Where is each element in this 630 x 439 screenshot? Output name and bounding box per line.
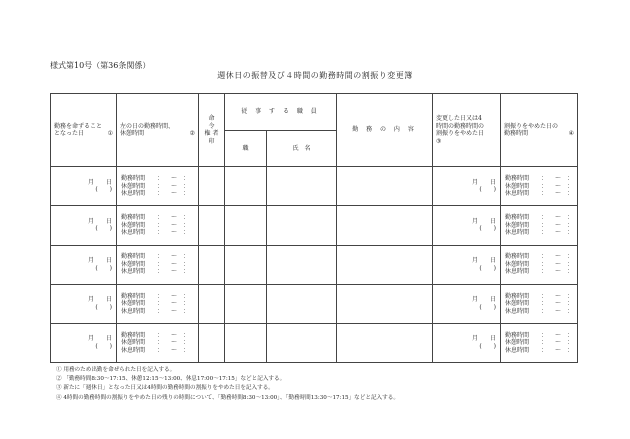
time-label: 休憩時間 xyxy=(505,182,530,190)
time-end-separator: ： xyxy=(182,175,189,183)
header-row-1 xyxy=(51,94,578,131)
employee-name-cell[interactable] xyxy=(267,245,337,284)
time-tilde: ～ xyxy=(555,253,562,261)
time-tilde: ～ xyxy=(555,260,562,268)
time-separator: ： xyxy=(541,307,548,315)
time-end-separator: ： xyxy=(182,339,189,347)
time-label: 勤務時間 xyxy=(121,175,146,183)
time-line xyxy=(505,293,577,301)
time-separator: ： xyxy=(541,346,548,354)
time-label: 休憩時間 xyxy=(505,300,530,308)
time-line xyxy=(121,300,198,308)
time-end-separator: ： xyxy=(182,182,189,190)
weekday-text: ( ) xyxy=(95,186,112,194)
time-end-separator: ： xyxy=(182,268,189,276)
time-separator: ： xyxy=(541,260,548,268)
time-line xyxy=(505,175,577,183)
time-separator: ： xyxy=(156,229,163,237)
time-label: 勤務時間 xyxy=(121,292,146,300)
stopped-hours-cell[interactable] xyxy=(501,323,578,362)
time-label: 休息時間 xyxy=(121,307,146,315)
time-line xyxy=(121,293,198,301)
time-line xyxy=(505,300,577,308)
time-tilde: ～ xyxy=(170,229,177,237)
time-label: 休憩時間 xyxy=(505,221,530,229)
duty-date-cell[interactable] xyxy=(51,206,117,245)
table-row xyxy=(51,323,578,362)
time-separator: ： xyxy=(156,221,163,229)
register-table xyxy=(50,93,578,363)
time-end-separator: ： xyxy=(567,182,574,190)
weekday-text: ( ) xyxy=(479,225,497,233)
month-day-text: 月 日 xyxy=(472,335,497,343)
time-label: 休息時間 xyxy=(505,346,530,354)
time-end-separator: ： xyxy=(567,331,574,339)
time-end-separator: ： xyxy=(567,292,574,300)
time-separator: ： xyxy=(541,339,548,347)
header-duty-content: 勤 務 の 内 容 xyxy=(337,94,433,167)
time-label: 休憩時間 xyxy=(121,221,146,229)
header-issuer: 命 令 権 者 印 xyxy=(199,94,225,167)
time-tilde: ～ xyxy=(170,175,177,183)
time-label: 休息時間 xyxy=(121,229,146,237)
time-label: 休息時間 xyxy=(505,229,530,237)
time-tilde: ～ xyxy=(555,300,562,308)
left-hours-cell[interactable] xyxy=(117,284,199,323)
time-label: 休憩時間 xyxy=(121,339,146,347)
table-row xyxy=(51,167,578,206)
weekday-text: ( ) xyxy=(479,342,497,350)
time-end-separator: ： xyxy=(567,339,574,347)
time-end-separator: ： xyxy=(567,260,574,268)
time-label: 勤務時間 xyxy=(121,214,146,222)
time-separator: ： xyxy=(541,229,548,237)
time-end-separator: ： xyxy=(182,331,189,339)
time-end-separator: ： xyxy=(182,229,189,237)
time-label: 休憩時間 xyxy=(121,300,146,308)
employee-name-cell[interactable] xyxy=(267,206,337,245)
time-tilde: ～ xyxy=(170,190,177,198)
issuer-seal-cell[interactable] xyxy=(199,284,225,323)
time-end-separator: ： xyxy=(567,307,574,315)
time-end-separator: ： xyxy=(567,229,574,237)
time-line xyxy=(505,183,577,191)
time-end-separator: ： xyxy=(182,253,189,261)
time-label: 勤務時間 xyxy=(121,331,146,339)
time-tilde: ～ xyxy=(170,307,177,315)
left-hours-cell[interactable] xyxy=(117,167,199,206)
time-separator: ： xyxy=(541,300,548,308)
duty-date-cell[interactable] xyxy=(51,323,117,362)
time-tilde: ～ xyxy=(555,190,562,198)
weekday-text: ( ) xyxy=(479,264,497,272)
time-label: 勤務時間 xyxy=(505,175,530,183)
stopped-hours-cell[interactable] xyxy=(501,167,578,206)
time-tilde: ～ xyxy=(170,300,177,308)
time-end-separator: ： xyxy=(182,307,189,315)
weekday-text: ( ) xyxy=(479,186,497,194)
time-line xyxy=(121,347,198,355)
time-separator: ： xyxy=(541,221,548,229)
time-separator: ： xyxy=(156,346,163,354)
table-body xyxy=(51,167,578,363)
header-changed-date: 変更した日又は4 時間の勤務時間の 割振りをやめた日 ③ xyxy=(433,94,501,167)
time-line xyxy=(505,253,577,261)
time-end-separator: ： xyxy=(182,190,189,198)
employee-position-cell[interactable] xyxy=(225,206,267,245)
stopped-hours-cell[interactable] xyxy=(501,245,578,284)
time-separator: ： xyxy=(156,214,163,222)
header-stopped-hours: 割振りをやめた日の 勤務時間 ④ xyxy=(501,94,578,167)
time-label: 休憩時間 xyxy=(121,182,146,190)
weekday-text: ( ) xyxy=(95,264,112,272)
issuer-seal-cell[interactable] xyxy=(199,206,225,245)
time-separator: ： xyxy=(541,182,548,190)
time-label: 休息時間 xyxy=(121,346,146,354)
document-title: 週休日の振替及び４時間の勤務時間の割振り変更簿 xyxy=(217,71,413,80)
month-day-text: 月 日 xyxy=(87,296,112,304)
time-line xyxy=(121,175,198,183)
time-tilde: ～ xyxy=(555,229,562,237)
time-tilde: ～ xyxy=(555,292,562,300)
time-label: 休憩時間 xyxy=(505,260,530,268)
header-left-hours: 左の日の勤務時間、 休憩時間 ② xyxy=(117,94,199,167)
issuer-seal-cell[interactable] xyxy=(199,245,225,284)
employee-position-cell[interactable] xyxy=(225,167,267,206)
time-separator: ： xyxy=(541,175,548,183)
time-label: 休息時間 xyxy=(505,307,530,315)
month-day-text: 月 日 xyxy=(87,217,112,225)
notes xyxy=(56,366,399,403)
duty-content-cell[interactable] xyxy=(337,245,433,284)
note-1: ① 用務のため出勤を命ぜられた日を記入する。 xyxy=(56,367,176,373)
time-end-separator: ： xyxy=(567,221,574,229)
time-end-separator: ： xyxy=(182,300,189,308)
time-tilde: ～ xyxy=(170,260,177,268)
time-tilde: ～ xyxy=(170,346,177,354)
time-line xyxy=(121,308,198,316)
time-end-separator: ： xyxy=(567,214,574,222)
header-employee-group: 従 事 す る 職 員 xyxy=(225,94,337,131)
changed-date-cell[interactable] xyxy=(433,206,501,245)
time-end-separator: ： xyxy=(182,214,189,222)
weekday-text: ( ) xyxy=(479,303,497,311)
duty-content-cell[interactable] xyxy=(337,167,433,206)
time-tilde: ～ xyxy=(555,346,562,354)
issuer-seal-cell[interactable] xyxy=(199,323,225,362)
header-employee-name: 氏 名 xyxy=(267,130,337,167)
duty-date-cell[interactable] xyxy=(51,284,117,323)
time-line xyxy=(121,268,198,276)
employee-name-cell[interactable] xyxy=(267,323,337,362)
time-label: 勤務時間 xyxy=(505,214,530,222)
stopped-hours-cell[interactable] xyxy=(501,206,578,245)
employee-name-cell[interactable] xyxy=(267,284,337,323)
time-tilde: ～ xyxy=(555,331,562,339)
time-label: 休息時間 xyxy=(121,190,146,198)
employee-position-cell[interactable] xyxy=(225,284,267,323)
changed-date-cell[interactable] xyxy=(433,245,501,284)
time-separator: ： xyxy=(156,190,163,198)
changed-date-cell[interactable] xyxy=(433,167,501,206)
employee-position-cell[interactable] xyxy=(225,245,267,284)
issuer-seal-cell[interactable] xyxy=(199,167,225,206)
month-day-text: 月 日 xyxy=(472,178,497,186)
time-tilde: ～ xyxy=(170,339,177,347)
time-label: 勤務時間 xyxy=(505,253,530,261)
time-label: 休憩時間 xyxy=(505,339,530,347)
time-separator: ： xyxy=(156,260,163,268)
time-label: 休息時間 xyxy=(121,268,146,276)
month-day-text: 月 日 xyxy=(472,257,497,265)
duty-content-cell[interactable] xyxy=(337,284,433,323)
time-tilde: ～ xyxy=(555,175,562,183)
month-day-text: 月 日 xyxy=(87,257,112,265)
time-separator: ： xyxy=(541,214,548,222)
time-tilde: ～ xyxy=(555,268,562,276)
time-line xyxy=(505,308,577,316)
time-end-separator: ： xyxy=(182,292,189,300)
time-end-separator: ： xyxy=(567,190,574,198)
time-separator: ： xyxy=(156,307,163,315)
time-tilde: ～ xyxy=(170,214,177,222)
time-separator: ： xyxy=(156,175,163,183)
duty-date-cell[interactable] xyxy=(51,245,117,284)
time-end-separator: ： xyxy=(182,221,189,229)
form-number: 様式第10号（第36条関係） xyxy=(50,61,151,70)
time-separator: ： xyxy=(156,182,163,190)
weekday-text: ( ) xyxy=(95,225,112,233)
table-row xyxy=(51,206,578,245)
time-separator: ： xyxy=(156,331,163,339)
time-tilde: ～ xyxy=(555,182,562,190)
time-label: 勤務時間 xyxy=(505,331,530,339)
time-line xyxy=(121,229,198,237)
month-day-text: 月 日 xyxy=(87,178,112,186)
time-tilde: ～ xyxy=(555,307,562,315)
time-end-separator: ： xyxy=(182,260,189,268)
changed-date-cell[interactable] xyxy=(433,323,501,362)
month-day-text: 月 日 xyxy=(472,217,497,225)
time-label: 勤務時間 xyxy=(505,292,530,300)
time-end-separator: ： xyxy=(567,346,574,354)
employee-name-cell[interactable] xyxy=(267,167,337,206)
employee-position-cell[interactable] xyxy=(225,323,267,362)
time-tilde: ～ xyxy=(555,214,562,222)
time-line xyxy=(121,339,198,347)
table-row xyxy=(51,245,578,284)
time-separator: ： xyxy=(541,190,548,198)
time-tilde: ～ xyxy=(555,339,562,347)
stopped-hours-cell[interactable] xyxy=(501,284,578,323)
time-label: 休憩時間 xyxy=(121,260,146,268)
time-end-separator: ： xyxy=(182,346,189,354)
time-end-separator: ： xyxy=(567,268,574,276)
time-tilde: ～ xyxy=(170,182,177,190)
time-label: 勤務時間 xyxy=(121,253,146,261)
time-separator: ： xyxy=(156,268,163,276)
time-separator: ： xyxy=(156,339,163,347)
time-line xyxy=(505,190,577,198)
time-line xyxy=(121,253,198,261)
note-3: ③ 新たに「週休日」となった日又は4時間の勤務時間の割振りをやめた日を記入する。 xyxy=(56,385,274,392)
time-label: 休息時間 xyxy=(505,190,530,198)
time-tilde: ～ xyxy=(170,331,177,339)
note-4: ④ 4時間の勤務時間の割振りをやめた日の残りの時間について、「勤務時間8:30～13:00」、「勤務時間13:30～17:15」などと記入する。 xyxy=(56,394,399,401)
time-end-separator: ： xyxy=(567,253,574,261)
left-hours-cell[interactable] xyxy=(117,323,199,362)
time-separator: ： xyxy=(156,292,163,300)
header-duty-date: 勤務を命ずること となった日 ① xyxy=(51,94,117,167)
time-tilde: ～ xyxy=(170,221,177,229)
month-day-text: 月 日 xyxy=(87,335,112,343)
left-hours-cell[interactable] xyxy=(117,245,199,284)
header-employee-position: 職 xyxy=(225,130,267,167)
month-day-text: 月 日 xyxy=(472,296,497,304)
time-line xyxy=(121,190,198,198)
time-separator: ： xyxy=(541,292,548,300)
time-line xyxy=(505,268,577,276)
duty-content-cell[interactable] xyxy=(337,323,433,362)
changed-date-cell[interactable] xyxy=(433,284,501,323)
time-tilde: ～ xyxy=(170,253,177,261)
time-tilde: ～ xyxy=(170,292,177,300)
duty-date-cell[interactable] xyxy=(51,167,117,206)
time-separator: ： xyxy=(156,300,163,308)
time-tilde: ～ xyxy=(170,268,177,276)
weekday-text: ( ) xyxy=(95,342,112,350)
time-end-separator: ： xyxy=(567,300,574,308)
time-separator: ： xyxy=(541,331,548,339)
time-separator: ： xyxy=(541,253,548,261)
weekday-text: ( ) xyxy=(95,303,112,311)
time-separator: ： xyxy=(541,268,548,276)
time-line xyxy=(121,183,198,191)
left-hours-cell[interactable] xyxy=(117,206,199,245)
time-line xyxy=(121,214,198,222)
duty-content-cell[interactable] xyxy=(337,206,433,245)
time-separator: ： xyxy=(156,253,163,261)
time-line xyxy=(505,229,577,237)
time-line xyxy=(505,214,577,222)
time-label: 休息時間 xyxy=(505,268,530,276)
time-end-separator: ： xyxy=(567,175,574,183)
time-line xyxy=(505,339,577,347)
note-2: ② 「勤務時間8:30～17:15、休憩12:15～13:00、休息17:00～17:15」などと記入する。 xyxy=(56,376,286,383)
table-row xyxy=(51,284,578,323)
time-tilde: ～ xyxy=(555,221,562,229)
time-line xyxy=(505,347,577,355)
